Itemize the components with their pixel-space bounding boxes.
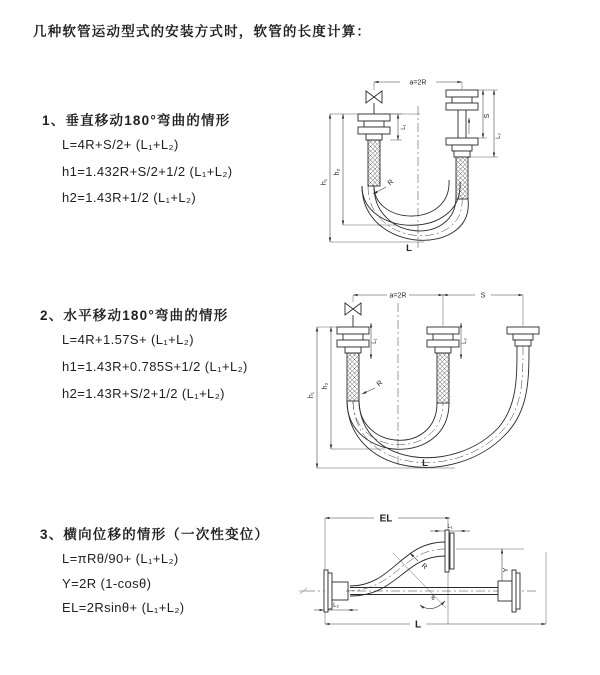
d1-dim-l1-label: L₁ <box>401 124 407 130</box>
section-2-formula-h1: h1=1.43R+0.785S+1/2 (L₁+L₂) <box>62 359 248 374</box>
d2-middle-flange <box>427 327 459 353</box>
diagram-vertical-180-bend <box>312 70 582 252</box>
d1-right-flange-lower <box>446 138 478 157</box>
d2-dim-l2-label: L₂ <box>462 338 468 344</box>
d2-length-label: L <box>422 458 428 469</box>
d2-hose-drawing <box>337 303 539 468</box>
d2-valve-icon <box>345 303 361 315</box>
section-3-formula-y: Y=2R (1-cosθ) <box>62 576 152 591</box>
diagram-lateral-displacement <box>298 504 590 652</box>
d1-dim-s-label: S <box>484 113 491 119</box>
d1-dim-l2-label: L₂ <box>496 133 502 139</box>
d2-radius-label: R <box>375 379 385 389</box>
d3-dim-y-label: Y <box>503 567 510 573</box>
d3-radius-label: R <box>419 562 429 572</box>
d2-middle-hose-braid <box>437 353 449 403</box>
section-3-heading: 3、横向位移的情形（一次性变位） <box>40 527 270 542</box>
d1-dim-h1-label: h₁ <box>321 178 328 186</box>
section-2-formula-l: L=4R+1.57S+ (L₁+L₂) <box>62 332 194 347</box>
d3-length-label: L <box>414 619 422 631</box>
d3-theta-label: θ <box>431 596 435 602</box>
d1-hose-drawing <box>358 90 478 248</box>
section-2-formula-h2: h2=1.43R+S/2+1/2 (L₁+L₂) <box>62 386 225 401</box>
d1-dim-a-label: a=2R <box>409 79 427 87</box>
d3-upper-flange <box>445 530 454 572</box>
section-1-formula-l: L=4R+S/2+ (L₁+L₂) <box>62 137 179 152</box>
d2-dim-h1-label: h₁ <box>308 391 315 399</box>
d2-dim-l1-label: L₁ <box>372 338 378 344</box>
d1-dim-h2-label: h₂ <box>334 168 341 176</box>
d2-right-flange <box>507 327 539 346</box>
section-1-formula-h2: h2=1.43R+1/2 (L₁+L₂) <box>62 190 197 205</box>
d1-length-label: L <box>406 243 412 252</box>
d1-right-hose-braid <box>456 157 468 199</box>
d3-dim-l1-label: L₁ <box>447 524 453 530</box>
d3-dim-l2-label: L₂ <box>333 603 339 609</box>
d2-left-hose-braid <box>347 353 359 401</box>
d1-right-flange-upper <box>446 90 478 110</box>
d3-axis-break-mark <box>299 588 307 594</box>
d1-radius-label: R <box>386 178 396 188</box>
d1-u-bend-curves <box>362 180 468 240</box>
d1-left-hose-braid <box>368 140 380 186</box>
diagram-horizontal-180-bend <box>305 283 593 473</box>
d3-dimension-lines <box>314 514 546 631</box>
d3-straight-hose <box>350 588 498 595</box>
page-title: 几种软管运动型式的安装方式时，软管的长度计算： <box>33 24 372 39</box>
d2-dim-h2-label: h₂ <box>322 382 329 390</box>
section-3-formula-el: EL=2Rsinθ+ (L₁+L₂) <box>62 600 185 615</box>
d3-angle-arc <box>420 601 445 609</box>
d2-dim-a-label: a=2R <box>389 292 407 300</box>
d2-dim-s-label: S <box>480 292 486 300</box>
section-2-heading: 2、水平移动180°弯曲的情形 <box>40 308 229 323</box>
section-3-formula-l: L=πRθ/90+ (L₁+L₂) <box>62 551 179 566</box>
d1-left-flange <box>358 114 390 140</box>
d3-right-flange <box>498 570 520 612</box>
d2-left-flange <box>337 327 369 353</box>
section-1-heading: 1、垂直移动180°弯曲的情形 <box>42 113 231 128</box>
d1-valve-icon <box>366 91 382 103</box>
d3-dim-el-label: EL <box>379 513 393 525</box>
section-1-formula-h1: h1=1.432R+S/2+1/2 (L₁+L₂) <box>62 164 233 179</box>
